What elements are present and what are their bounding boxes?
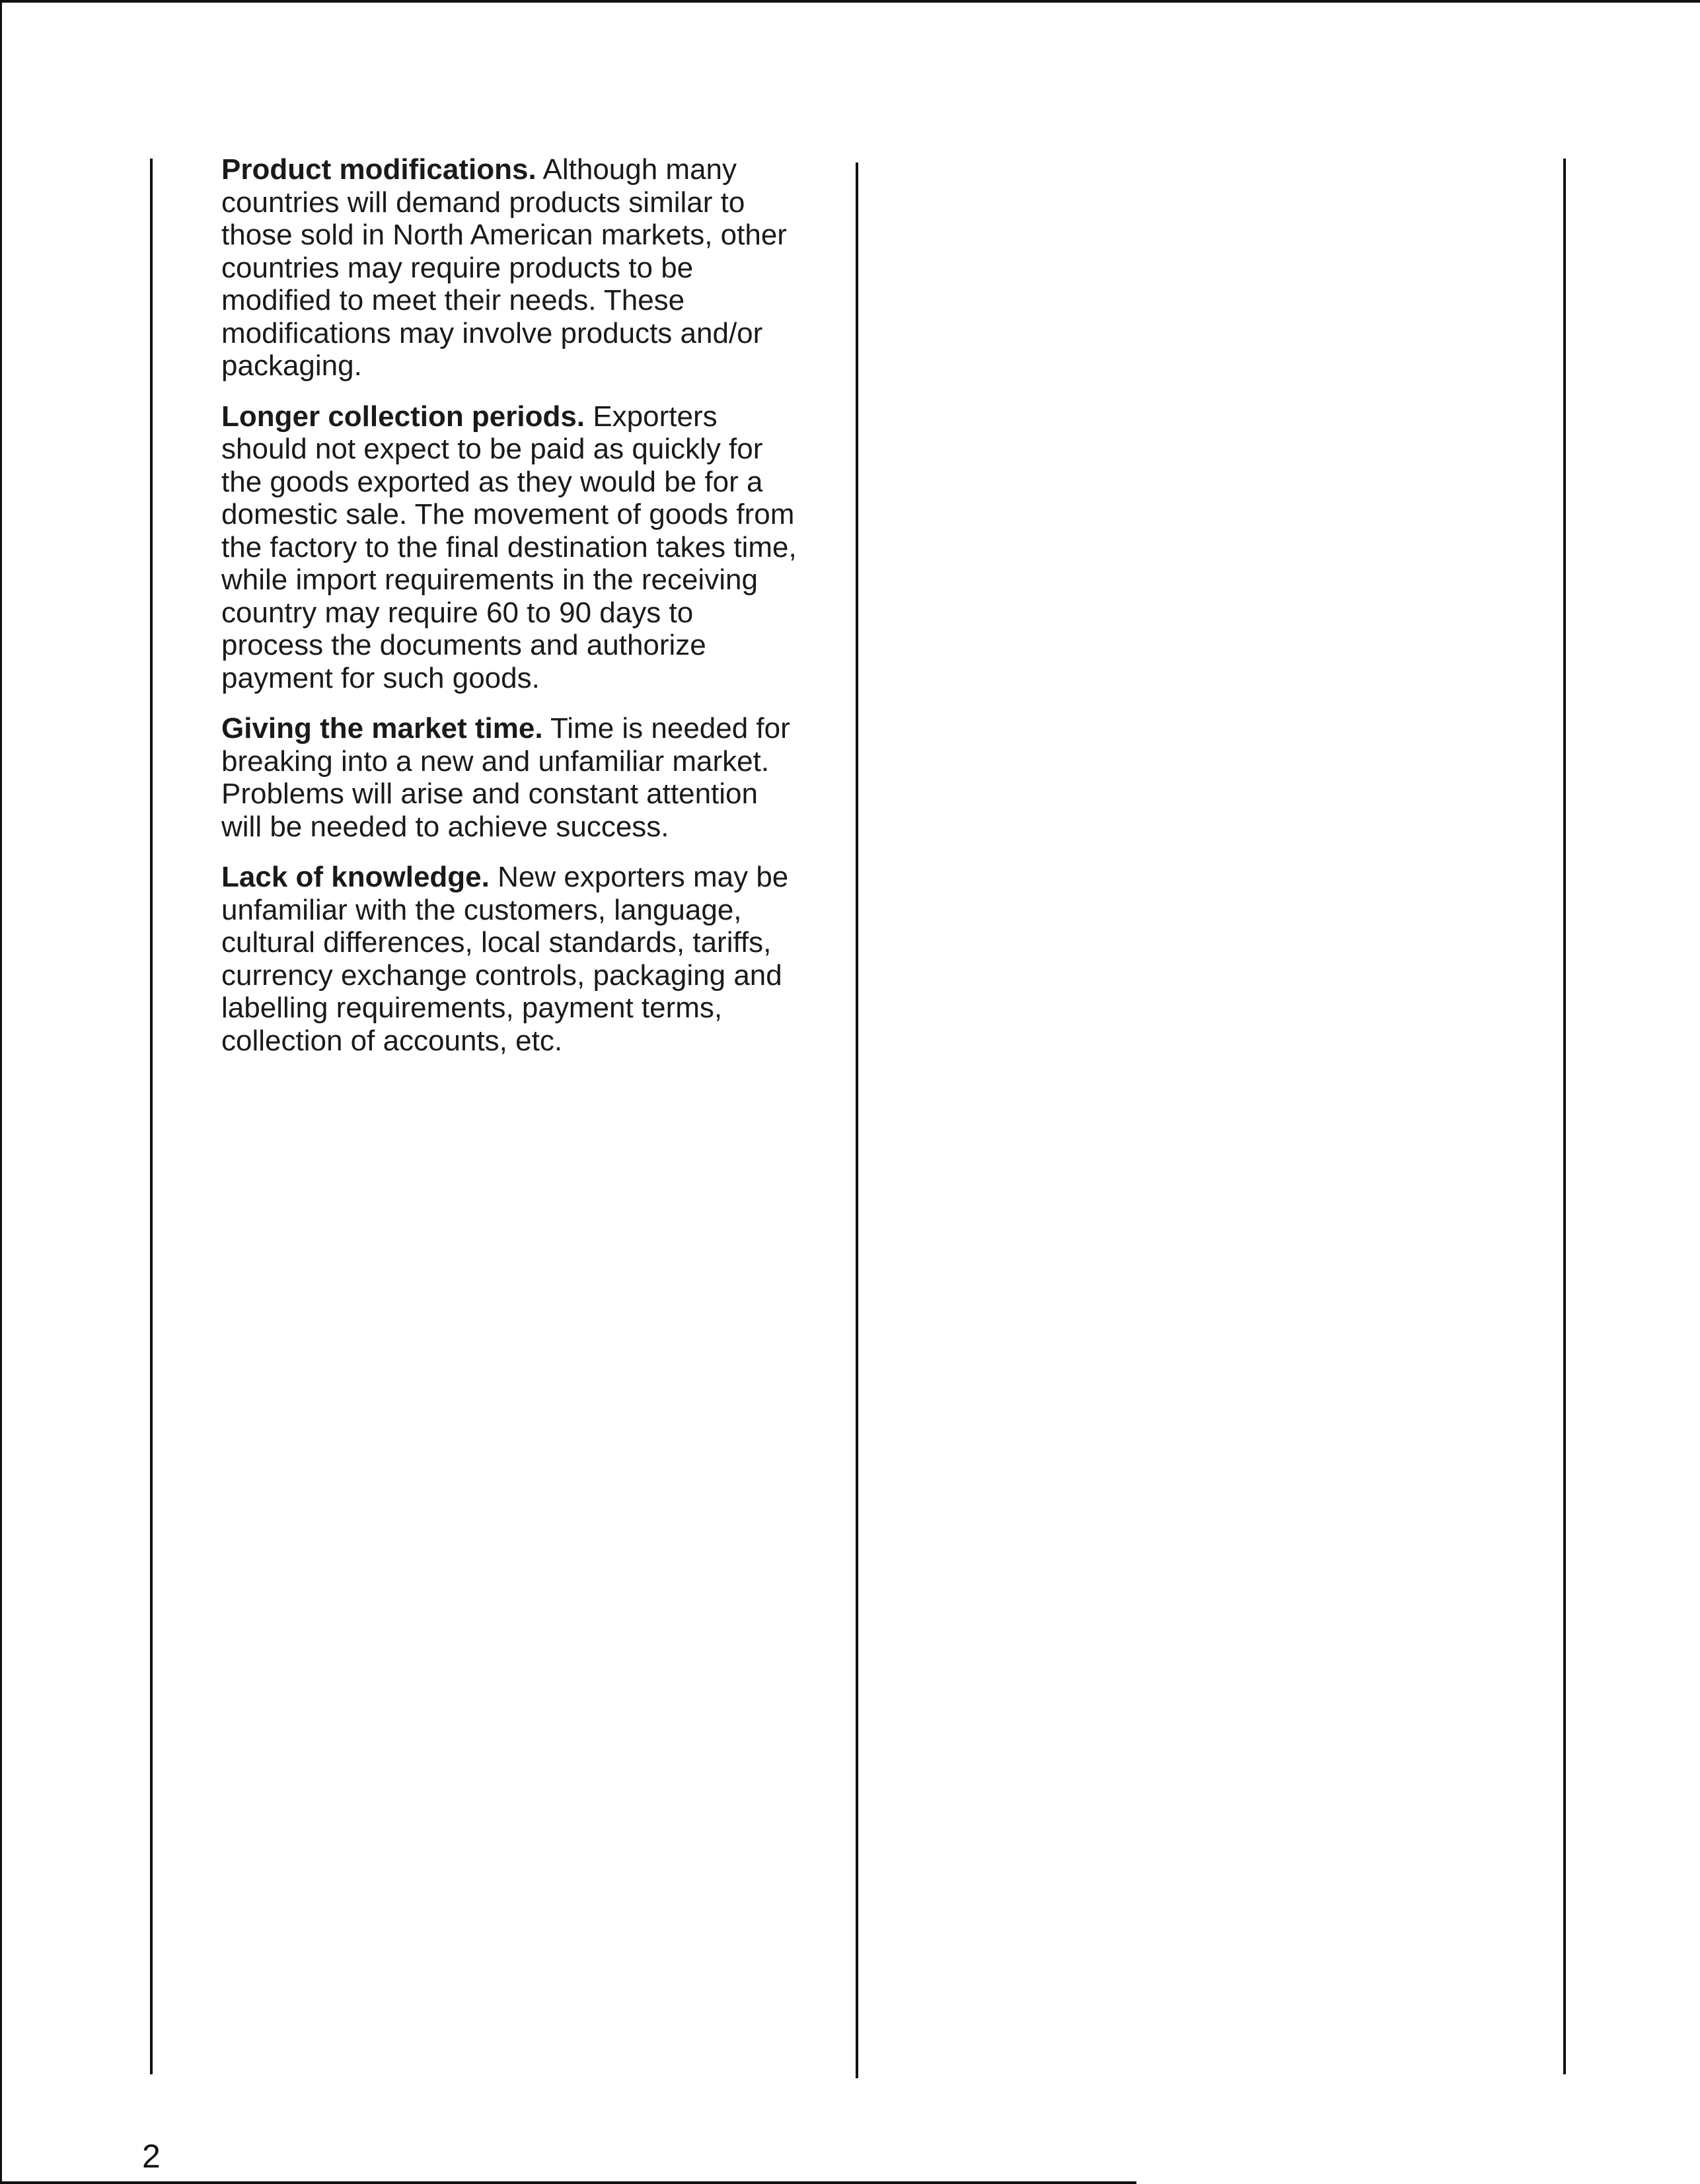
page-edge-left [0,0,2,2184]
paragraph-body: Exporters should not expect to be paid as quickly for the goods exported as they would be for a domestic sale. The movement of goods from the factory to the final destination takes time, while import requirements in the receiving country may require 60 to 90 days to process the documents and authorize payment for such goods. [221,400,797,694]
page-edge-top [0,0,1700,3]
page-edge-bottom [0,2181,1136,2184]
paragraph-body: Time is needed for breaking into a new and unfamiliar market. Problems will arise and constant attention will be needed to achieve success. [221,712,790,843]
column-rule-left [150,159,153,2074]
column-rule-middle [856,163,858,2078]
paragraph-heading: Longer collection periods. [221,400,585,433]
page-number: 2 [142,2138,161,2175]
paragraph-heading: Lack of knowledge. [221,861,490,893]
paragraph-product-modifications [221,153,803,382]
text-column-left [221,153,803,1075]
paragraph-heading: Product modifications. [221,153,536,186]
paragraph-heading: Giving the market time. [221,712,543,745]
paragraph-lack-of-knowledge [221,861,803,1057]
paragraph-longer-collection-periods [221,400,803,695]
paragraph-giving-the-market-time [221,712,803,843]
column-rule-right [1563,159,1566,2074]
paragraph-body: Although many countries will demand products similar to those sold in North American markets, other countries may require products to be modified to meet their needs. These modifications may involve products and/or packaging. [221,153,787,382]
paragraph-body: New exporters may be unfamiliar with the customers, language, cultural differences, local standards, tariffs, currency exchange controls, packaging and labelling requirements, payment terms, collection of accounts, etc. [221,861,789,1057]
